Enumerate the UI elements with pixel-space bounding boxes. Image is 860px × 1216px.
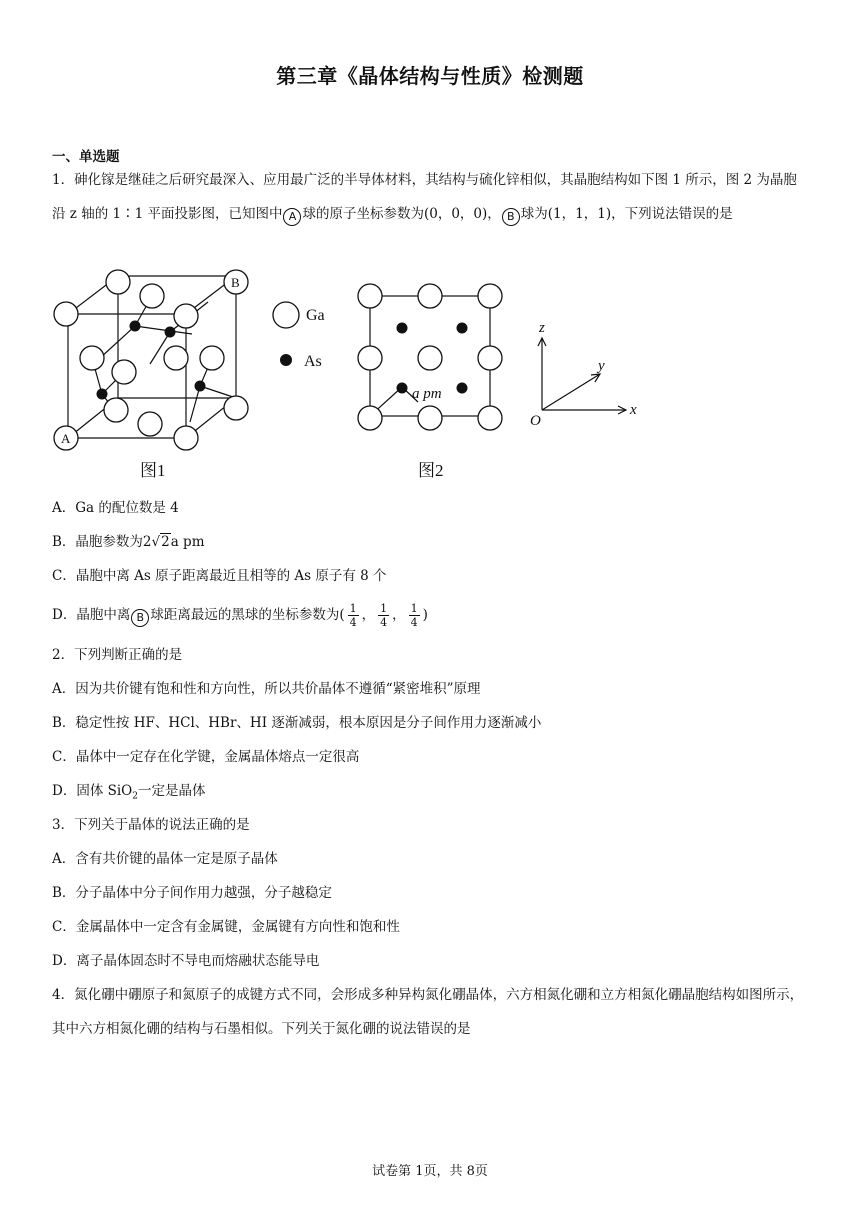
fig1-caption: 图1 <box>140 461 166 480</box>
fraction: $\frac{1}{4}$ <box>349 602 357 629</box>
q2-option-c: C．晶体中一定存在化学键，金属晶体熔点一定很高 <box>52 749 360 765</box>
ga-atom <box>418 406 442 430</box>
as-atom <box>97 389 108 400</box>
as-atom <box>457 383 468 394</box>
as-atom <box>195 381 206 392</box>
axis-origin-label: O <box>530 413 541 429</box>
section-heading: 一、单选题 <box>52 149 120 165</box>
ga-atom <box>224 396 248 420</box>
ga-atom <box>54 302 78 326</box>
legend-ga-label: Ga <box>306 307 325 324</box>
legend-as-dot <box>280 354 292 366</box>
ga-atom <box>418 346 442 370</box>
ga-atom <box>106 270 130 294</box>
q2-option-a: A．因为共价键有饱和性和方向性，所以共价晶体不遵循“紧密堆积”原理 <box>52 681 481 697</box>
circle-b-symbol: B <box>502 208 520 226</box>
apm-label: a pm <box>412 386 442 402</box>
corner-a-label: A <box>61 431 71 446</box>
ga-atom <box>174 304 198 328</box>
ga-atom <box>358 406 382 430</box>
ga-atom <box>104 398 128 422</box>
q3-option-b: B．分子晶体中分子间作用力越强，分子越稳定 <box>52 885 332 901</box>
fraction: $\frac{1}{4}$ <box>380 602 388 629</box>
question-2-stem: 2．下列判断正确的是 <box>52 647 183 663</box>
fraction: $\frac{1}{4}$ <box>410 602 418 629</box>
ga-atom <box>164 346 188 370</box>
as-atom <box>397 383 408 394</box>
axis-x-label: x <box>630 402 637 418</box>
ga-atom <box>358 284 382 308</box>
as-atom <box>457 323 468 334</box>
as-atom <box>130 321 141 332</box>
corner-b-label: B <box>231 275 240 290</box>
legend-ga-circle <box>273 302 299 328</box>
crystal-figure <box>40 262 680 492</box>
circle-a-symbol: A <box>283 208 301 226</box>
ga-atom <box>358 346 382 370</box>
ga-atom <box>478 406 502 430</box>
q1-option-b: B．晶胞参数为2√2a pm <box>52 534 205 550</box>
q3-option-d: D．离子晶体固态时不导电而熔融状态能导电 <box>52 953 320 969</box>
axis-z-label: z <box>539 320 545 336</box>
ga-atom <box>174 426 198 450</box>
axis-y-label: y <box>598 358 605 374</box>
q1-option-c: C．晶胞中离 As 原子距离最近且相等的 As 原子有 8 个 <box>52 568 387 584</box>
ga-atom <box>112 360 136 384</box>
q3-option-c: C．金属晶体中一定含有金属键，金属键有方向性和饱和性 <box>52 919 400 935</box>
circle-b-symbol: B <box>131 609 149 627</box>
ga-atom <box>138 412 162 436</box>
question-3-stem: 3．下列关于晶体的说法正确的是 <box>52 817 250 833</box>
ga-atom <box>478 284 502 308</box>
ga-atom <box>418 284 442 308</box>
ga-atom <box>200 346 224 370</box>
as-atom <box>165 327 176 338</box>
question-4-stem: 4．氮化硼中硼原子和氮原子的成键方式不同，会形成多种异构氮化硼晶体，六方相氮化硼和立方相氮化硼晶胞结构如图所示，其中六方相氮化硼的结构与石墨相似。下列关于氮化硼的说法错误的是 <box>52 987 804 1037</box>
q1-option-d: D．晶胞中离 B 球距离最远的黑球的坐标参数为( $\frac{1}{4}$ ， $\frac{1}{4}$ ， $\frac{1}{4}$ ) <box>52 602 428 629</box>
question-1-stem: 1．砷化镓是继硅之后研究最深入、应用最广泛的半导体材料，其结构与硫化锌相似，其晶胞结构如下图 1 所示，图 2 为晶胞沿 z 轴的 1∶1 平面投影图，已知图中 A 球的原子坐标参数为(0，0，0)， B 球为(1，1，1)，下列说法错误的是 <box>52 163 810 231</box>
q1-option-a: A．Ga 的配位数是 4 <box>52 500 179 516</box>
page-footer: 试卷第 1页，共 8页 <box>372 1164 488 1179</box>
ga-atom <box>80 346 104 370</box>
q2-option-b: B．稳定性按 HF、HCl、HBr、HI 逐渐减弱，根本原因是分子间作用力逐渐减小 <box>52 715 542 731</box>
q3-option-a: A．含有共价键的晶体一定是原子晶体 <box>52 851 278 867</box>
page-title: 第三章《晶体结构与性质》检测题 <box>276 64 584 88</box>
legend-as-label: As <box>304 353 322 370</box>
ga-atom <box>140 284 164 308</box>
q2-option-d: D．固体 SiO$_2$一定是晶体 <box>52 783 206 802</box>
as-atom <box>397 323 408 334</box>
ga-atom <box>478 346 502 370</box>
fig2-caption: 图2 <box>418 461 444 480</box>
